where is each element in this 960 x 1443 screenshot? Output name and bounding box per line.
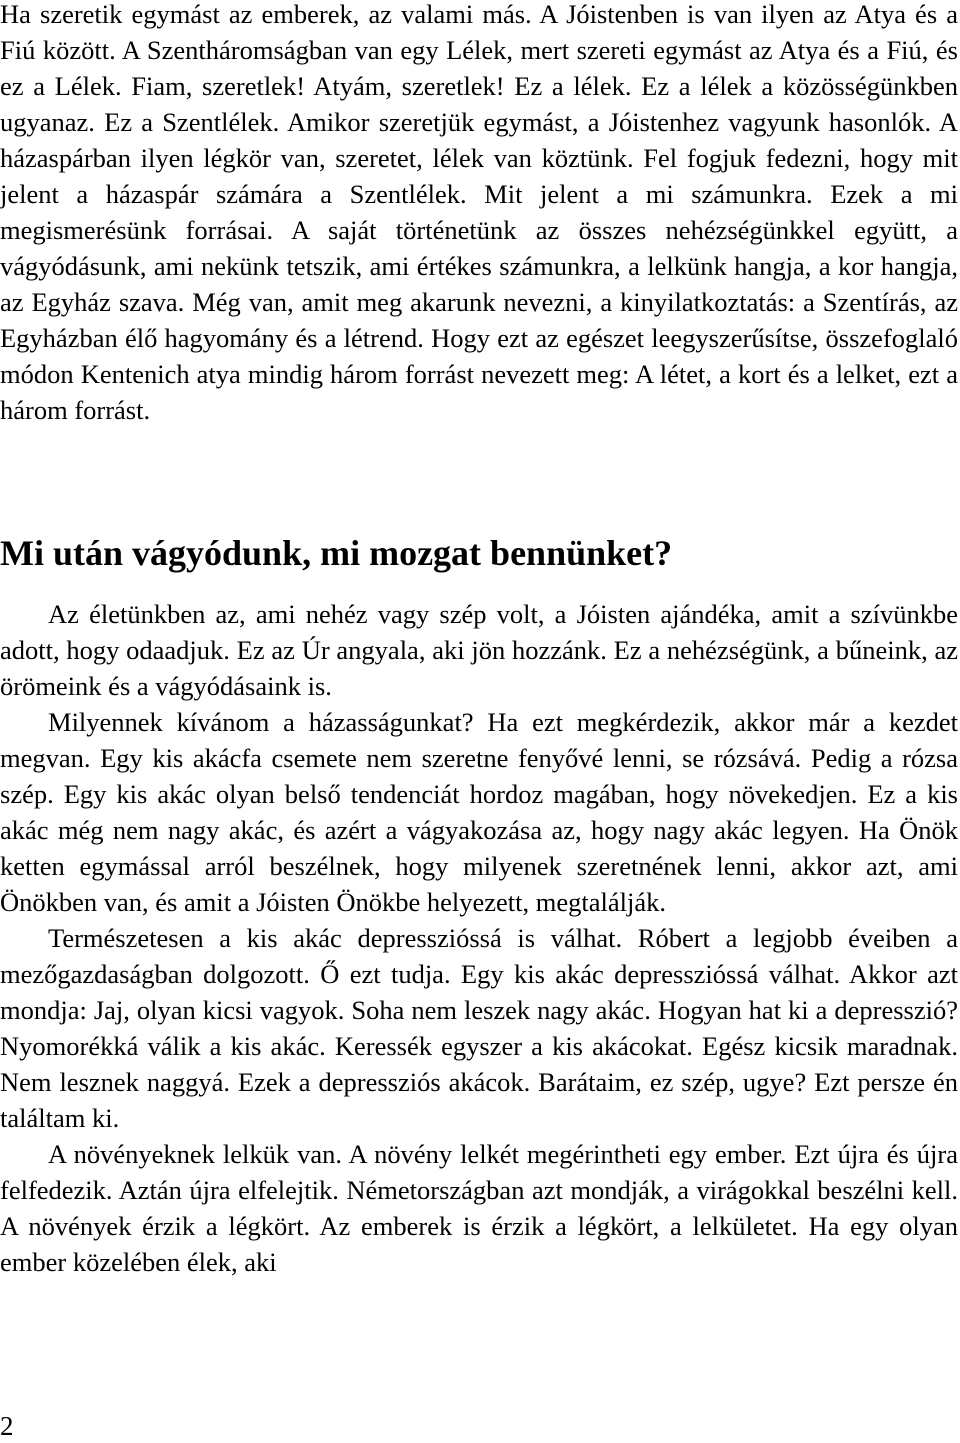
paragraph: Ha szeretik egymást az emberek, az valami más. A Jóistenben is van ilyen az Atya és a Fiú között. A Szentháromságban van egy Lélek, mert szereti egymást az Atya és a Fiú, és ez a Lélek. Fiam, szeretlek! Atyám, szeretlek! Ez a lélek. Ez a lélek a közösségünkben ugyanaz. Ez a Szentlélek. Amikor szeretjük egymást, a Jóistenhez vagyunk hasonlók. A házaspárban ilyen légkör van, szeretet, lélek van köztünk. Fel fogjuk fedezni, hogy mit jelent a házaspár számára a Szentlélek. Mit jelent a mi számunkra. Ezek a mi megismerésünk forrásai. A saját történetünk az összes nehézségünkkel együtt, a vágyódásunk, ami nekünk tetszik, ami értékes számunkra, a lelkünk hangja, a kor hangja, az Egyház szava. Még van, amit meg akarunk nevezni, a kinyilatkoztatás: a Szentírás, az Egyházban élő hagyomány és a létrend. Hogy ezt az egészet leegyszerűsítse, összefoglaló módon Kentenich atya mindig három forrást nevezett meg: A létet, a kort és a lelket, ezt a három forrást. [0, 0, 958, 425]
paragraph: Az életünkben az, ami nehéz vagy szép volt, a Jóisten ajándéka, amit a szívünkbe adott, hogy odaadjuk. Ez az Úr angyala, aki jön hozzánk. Ez a nehézségünk, a bűneink, az örömeink és a vágyódásaink is. [0, 599, 958, 701]
paragraph: A növényeknek lelkük van. A növény lelkét megérintheti egy ember. Ezt újra és újra felfedezik. Aztán újra elfelejtik. Németországban azt mondják, a virágokkal beszélni kell. A növények érzik a légkört. Az emberek is érzik a légkört, a lelkületet. Ha egy olyan ember közelében élek, aki [0, 1139, 958, 1277]
paragraph: Természetesen a kis akác depresszióssá is válhat. Róbert a legjobb éveiben a mezőgazdaságban dolgozott. Ő ezt tudja. Egy kis akác depresszióssá válhat. Akkor azt mondja: Jaj, olyan kicsi vagyok. Soha nem leszek nagy akác. Hogyan hat ki a depresszió? Nyomorékká válik a kis akác. Keressék egyszer a kis akácokat. Egész kicsik maradnak. Nem lesznek naggyá. Ezek a depressziós akácok. Barátaim, ez szép, ugye? Ezt persze én találtam ki. [0, 923, 958, 1133]
text-block-after-heading [0, 596, 958, 1280]
page-number: 2 [0, 1411, 14, 1441]
section-heading: Mi után vágyódunk, mi mozgat bennünket? [0, 533, 673, 573]
text-block-before-heading [0, 0, 958, 428]
paragraph: Milyennek kívánom a házasságunkat? Ha ezt megkérdezik, akkor már a kezdet megvan. Egy kis akácfa csemete nem szeretne fenyővé lenni, se rózsává. Pedig a rózsa szép. Egy kis akác olyan belső tendenciát hordoz magában, hogy növekedjen. Ez a kis akác még nem nagy akác, és azért a vágyakozása az, hogy nagy akác legyen. Ha Önök ketten egymással arról beszélnek, hogy milyenek szeretnének lenni, akkor azt, ami Önökben van, és amit a Jóisten Önökbe helyezett, megtalálják. [0, 707, 958, 917]
